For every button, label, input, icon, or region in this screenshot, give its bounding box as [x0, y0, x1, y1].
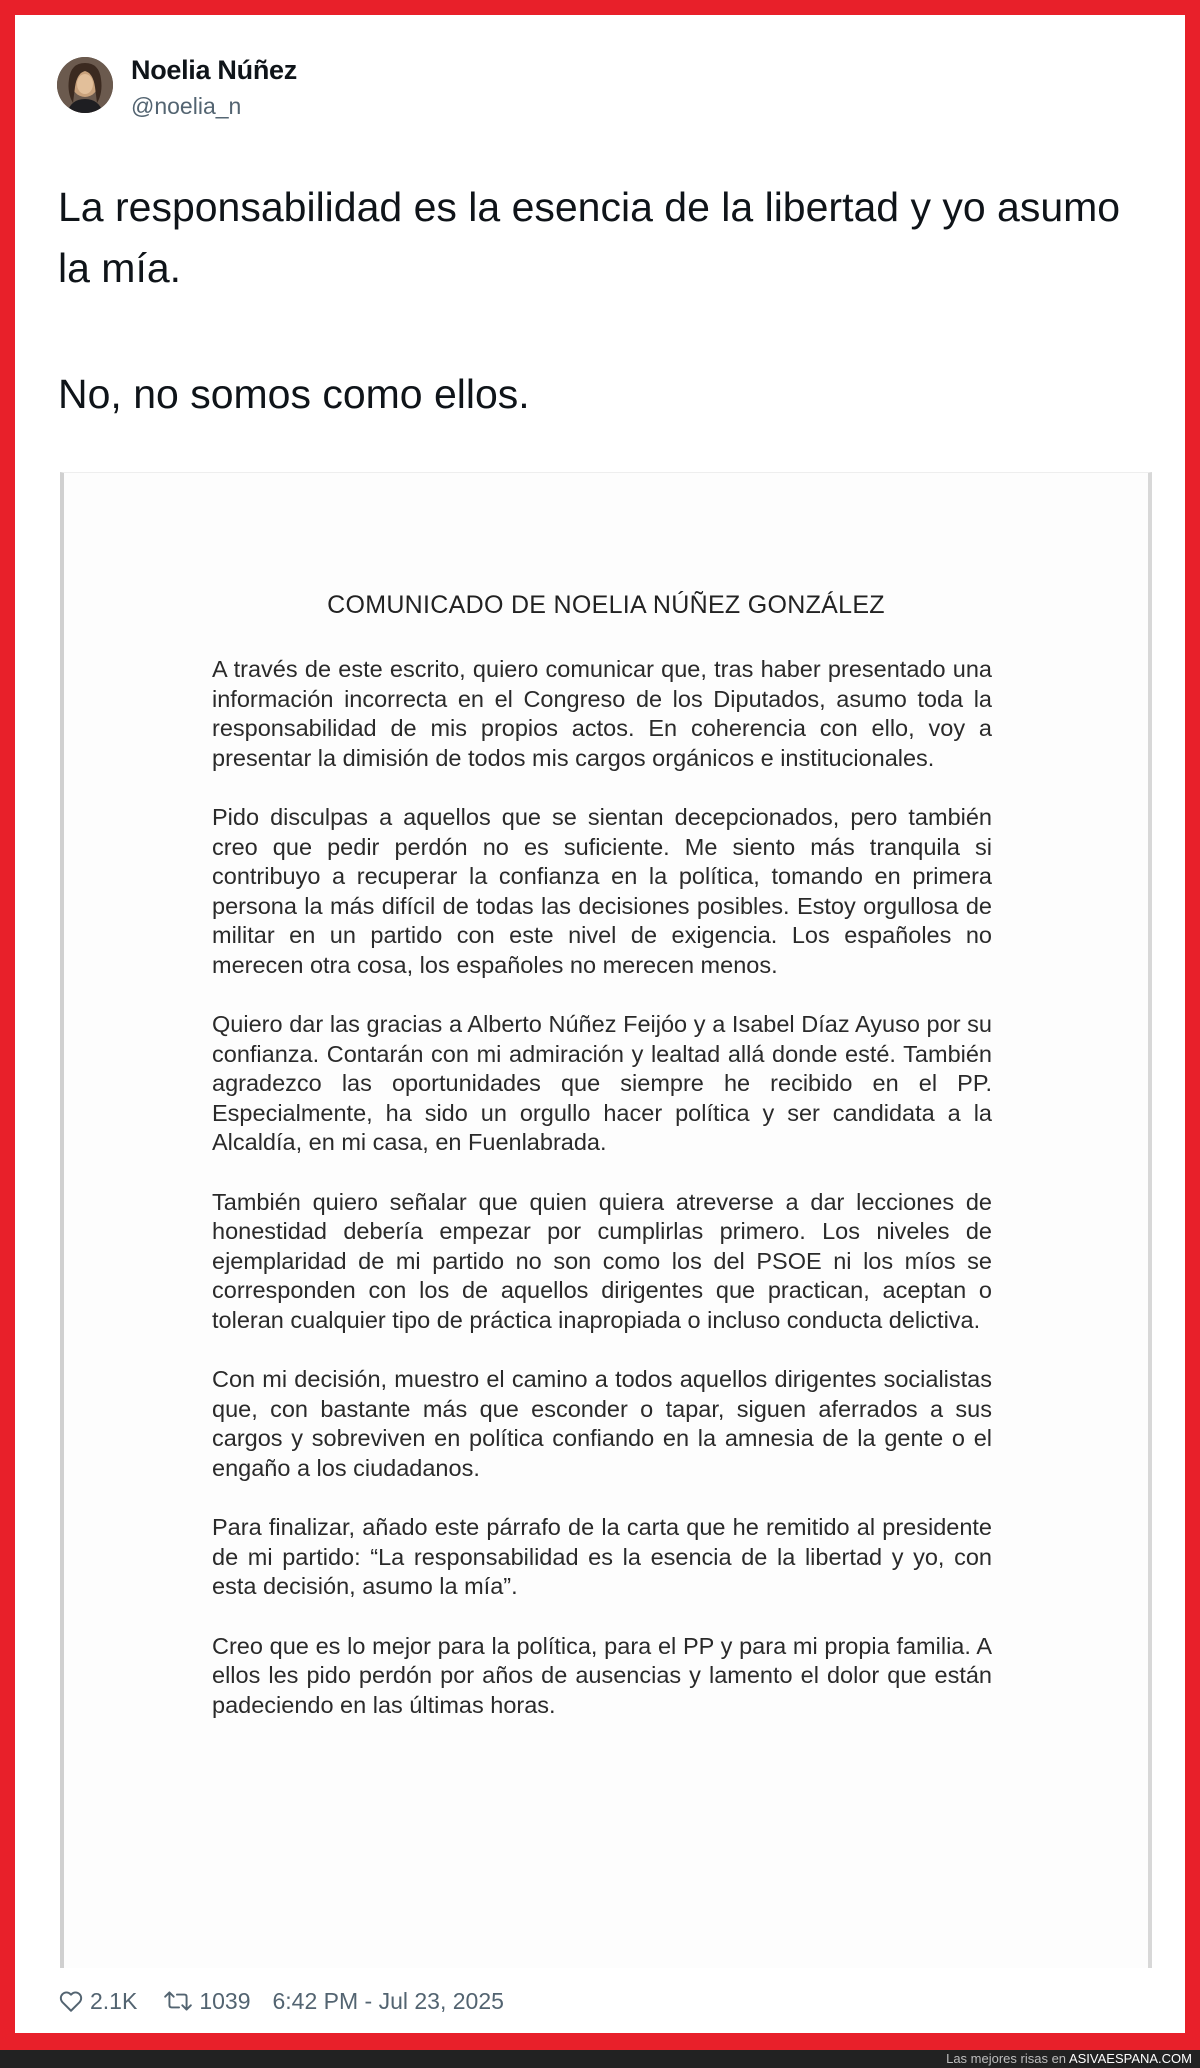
footer-site-link[interactable]: ASIVAESPANA.COM: [1068, 2051, 1192, 2066]
author-handle[interactable]: @noelia_n: [131, 93, 242, 119]
timestamp[interactable]: 6:42 PM - Jul 23, 2025: [272, 1987, 504, 2014]
tweet-meta: [58, 1984, 504, 2018]
document-title: COMUNICADO DE NOELIA NÚÑEZ GONZÁLEZ: [327, 591, 885, 619]
document-body: [212, 655, 992, 1750]
retweet-count: 1039: [199, 1987, 251, 2014]
retweet-icon: [163, 1988, 193, 2014]
document-paragraph: Pido disculpas a aquellos que se sientan decepcionados, pero también creo que pedir perdón no es suficiente. Me siento más tranquila si contribuyo a recuperar la confianza en la política, tomando en primera persona la más difícil de todas las decisiones posibles. Estoy orgullosa de militar en un partido con este nivel de exigencia. Los españoles no merecen otra cosa, los españoles no merecen menos.: [212, 804, 992, 978]
document-paragraph: Para finalizar, añado este párrafo de la carta que he remitido al presidente de mi partido: “La responsabilidad es la esencia de la libertad y yo, con esta decisión, asumo la mía”.: [212, 1514, 992, 1599]
document-paragraph: Creo que es lo mejor para la política, para el PP y para mi propia familia. A ellos les pido perdón por años de ausencias y lamento el dolor que están padeciendo en las últimas horas.: [212, 1632, 992, 1718]
author-name[interactable]: Noelia Núñez: [131, 55, 297, 85]
document-paragraph: A través de este escrito, quiero comunicar que, tras haber presentado una información incorrecta en el Congreso de los Diputados, asumo toda la responsabilidad de mis propios actos. En coherencia con ello, voy a presentar la dimisión de todos mis cargos orgánicos e institucionales.: [212, 656, 992, 771]
tweet-card: [15, 15, 1185, 2033]
tweet-line: No, no somos como ellos.: [58, 371, 530, 417]
retweet-button[interactable]: [163, 1988, 250, 2015]
avatar-icon[interactable]: [57, 57, 113, 113]
document-paragraph: También quiero señalar que quien quiera atreverse a dar lecciones de honestidad debería empezar por cumplirlas primero. Los niveles de ejemplaridad de mi partido no son como los del PSOE ni los míos se corresponden con los de aquellos dirigentes que practican, aceptan o toleran cualquier tipo de práctica inapropiada o incluso conducta delictiva.: [212, 1188, 992, 1333]
document-paragraph: Quiero dar las gracias a Alberto Núñez Feijóo y a Isabel Díaz Ayuso por su confianza. Contarán con mi admiración y lealtad allá donde esté. También agradezco las oportunidades que siempre he recibido en el PP. Especialmente, ha sido un orgullo hacer política y ser candidata a la Alcaldía, en mi casa, en Fuenlabrada.: [212, 1011, 992, 1155]
tweet-line: La responsabilidad es la esencia de la libertad y yo asumo la mía.: [58, 184, 1121, 291]
like-button[interactable]: [58, 1988, 137, 2015]
footer-tagline: Las mejores risas en: [946, 2051, 1069, 2066]
like-count: 2.1K: [90, 1987, 138, 2014]
site-footer: [946, 2050, 1192, 2068]
attached-document-image[interactable]: [60, 472, 1152, 1968]
tweet-text: [58, 177, 1138, 425]
heart-icon: [58, 1988, 84, 2014]
document-paragraph: Con mi decisión, muestro el camino a todos aquellos dirigentes socialistas que, con bastante más que esconder o tapar, siguen aferrados a sus cargos y sobreviven en política confiando en la amnesia de la gente o el engaño a los ciudadanos.: [212, 1366, 992, 1481]
